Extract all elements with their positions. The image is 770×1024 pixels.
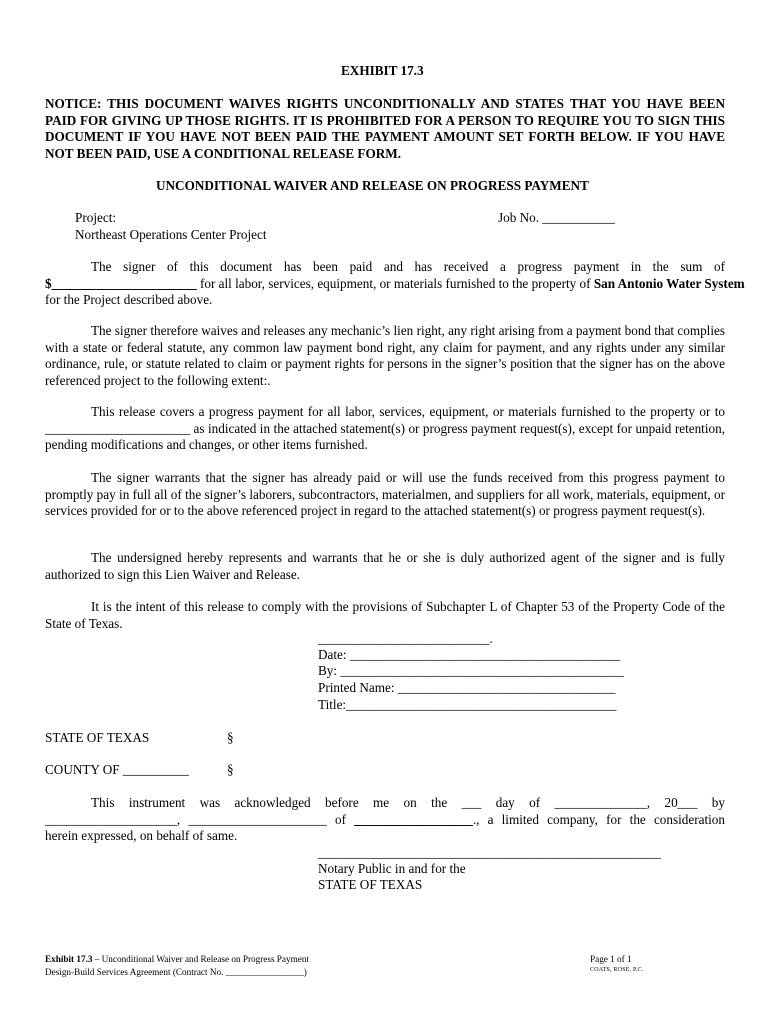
paragraph-coverage: This release covers a progress payment for all labor, services, equipment, or materials furnished to the property or to ______________________ as indicated in the attached statement(s) or progress payment request(s), except for unpaid retention, pending modifications and changes, or other items furnished. bbox=[45, 404, 725, 452]
footer-page-number: Page 1 of 1 bbox=[590, 954, 632, 964]
signature-printed-name-field[interactable]: Printed Name: _________________________________ bbox=[318, 680, 616, 695]
footer-agreement: Design-Build Services Agreement (Contract No. _________________) bbox=[45, 967, 307, 977]
footer-exhibit: Exhibit 17.3 bbox=[45, 954, 93, 964]
notary-state: STATE OF TEXAS bbox=[318, 877, 423, 892]
payment-amount: $______________________ bbox=[45, 275, 197, 291]
signature-line[interactable]: __________________________. bbox=[318, 631, 493, 646]
acknowledgment-company-type: ., a limited company, for the consideration bbox=[472, 811, 725, 827]
paragraph-payment-lead: The signer of this document has been paid and has received a progress payment in the sum of bbox=[91, 259, 725, 274]
paragraph-intent: It is the intent of this release to comply with the provisions of Subchapter L of Chapter 53 of the Property Code of the State of Texas. bbox=[45, 599, 725, 631]
job-number: Job No. ___________ bbox=[498, 210, 615, 225]
notice-paragraph: NOTICE: THIS DOCUMENT WAIVES RIGHTS UNCONDITIONALLY AND STATES THAT YOU HAVE BEEN PAID FOR GIVING UP THOSE RIGHTS. IT IS PROHIBITED FOR A PERSON TO REQUIRE YOU TO SIGN THIS DOCUMENT IF YOU HAVE NOT BEEN PAID THE PAYMENT AMOUNT SET FORTH BELOW. IF YOU HAVE NOT BEEN PAID, USE A CONDITIONAL RELEASE FORM. bbox=[45, 96, 725, 161]
paragraph-payment-body bbox=[45, 275, 745, 293]
acknowledgment-officer: ____________________, _____________________ of bbox=[45, 811, 355, 827]
venue-county[interactable]: COUNTY OF __________ bbox=[45, 762, 189, 777]
paragraph-waiver: The signer therefore waives and releases any mechanic’s lien right, any right arising from a payment bond that complies with a state or federal statute, any common law payment bond right, any claim for payment, and any rights under any similar ordinance, rule, or statute related to claim or payment rights for persons in the signer’s position that the signer has on the above referenced project to the following extent:. bbox=[45, 323, 725, 388]
paragraph-payment-tail: for the Project described above. bbox=[45, 292, 213, 307]
signature-title-field[interactable]: Title:_________________________________________ bbox=[318, 697, 617, 712]
project-name: Northeast Operations Center Project bbox=[75, 227, 267, 242]
signature-by-field[interactable]: By: ___________________________________________ bbox=[318, 663, 624, 678]
paragraph-payment-tail-line bbox=[45, 292, 725, 309]
acknowledgment-line-3: herein expressed, on behalf of same. bbox=[45, 828, 238, 843]
venue-state: STATE OF TEXAS bbox=[45, 730, 150, 745]
exhibit-title: EXHIBIT 17.3 bbox=[341, 63, 424, 78]
footer-firm: COATS, ROSE, P.C. bbox=[590, 967, 644, 973]
acknowledgment-line-2 bbox=[45, 812, 725, 829]
section-mark-state: § bbox=[227, 730, 234, 745]
acknowledgment-line-1: This instrument was acknowledged before me on the ___ day of ______________, 20___ by bbox=[91, 795, 725, 810]
acknowledgment-block bbox=[45, 795, 725, 845]
notary-label: Notary Public in and for the bbox=[318, 861, 466, 876]
form-title: UNCONDITIONAL WAIVER AND RELEASE ON PROGRESS PAYMENT bbox=[156, 178, 589, 193]
signature-date-field[interactable]: Date: _________________________________________ bbox=[318, 647, 621, 662]
paragraph-warranty: The signer warrants that the signer has already paid or will use the funds received from this progress payment to promptly pay in full all of the signer’s laborers, subcontractors, materialmen, and suppliers for all work, materials, equipment, or services provided for or to the above referenced project in regard to the attached statement(s) or progress payment request(s). bbox=[45, 470, 725, 518]
footer-exhibit-desc: – Unconditional Waiver and Release on Progress Payment bbox=[92, 954, 309, 964]
section-mark-county: § bbox=[227, 762, 234, 777]
acknowledgment-company: __________________ bbox=[354, 811, 473, 827]
footer-exhibit-line bbox=[45, 953, 309, 966]
paragraph-authorization: The undersigned hereby represents and warrants that he or she is duly authorized agent of the signer and is fully authorized to sign this Lien Waiver and Release. bbox=[45, 550, 725, 582]
owner-name: San Antonio Water System bbox=[593, 275, 745, 291]
paragraph-payment bbox=[45, 259, 745, 309]
notary-signature-line[interactable]: ____________________________________________________ bbox=[318, 845, 661, 860]
paragraph-payment-mid: for all labor, services, equipment, or materials furnished to the property of bbox=[196, 275, 594, 291]
project-label: Project: bbox=[75, 210, 117, 225]
